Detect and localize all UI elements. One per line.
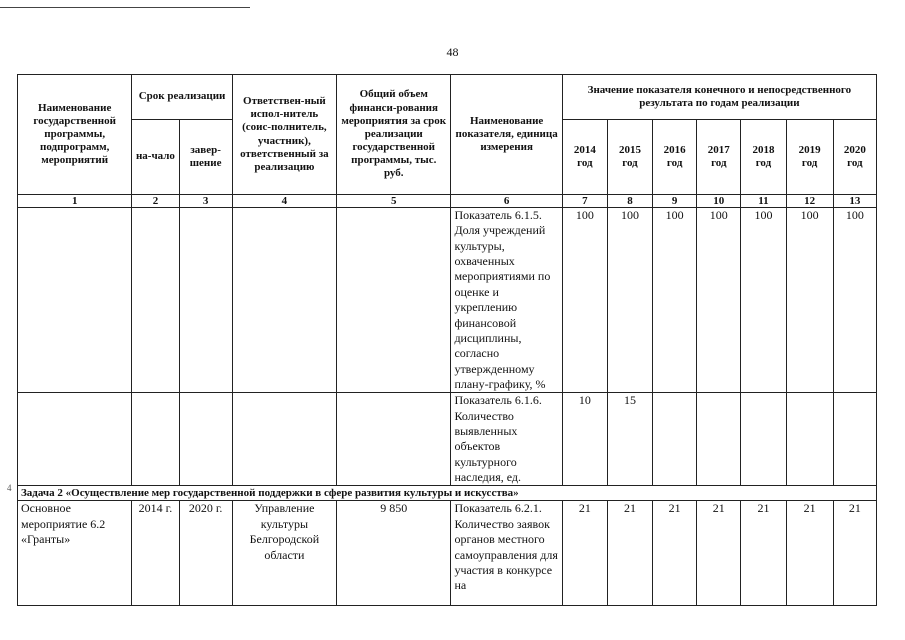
cell-value: 100 [833,208,876,393]
header-responsible: Ответствен-ный испол-нитель (соис-полнитель, участник), ответственный за реализацию [232,75,336,195]
task-heading: Задача 2 «Осуществление мер государственной поддержки в сфере развития культуры и искусства» [18,486,877,501]
cell-start [132,208,179,393]
cell-funding: 9 850 [337,501,451,606]
cell-value: 21 [562,501,607,606]
column-number: 7 [562,195,607,208]
cell-funding [337,393,451,486]
cell-value: 100 [741,208,786,393]
cell-value: 21 [741,501,786,606]
cell-value: 100 [607,208,652,393]
margin-mark: 4 [7,483,12,493]
top-rule [0,7,250,8]
cell-value: 21 [786,501,833,606]
header-period: Срок реализации [132,75,232,120]
header-period-start: на-чало [132,120,179,195]
cell-indicator: Показатель 6.1.6. Количество выявленных объектов культурного наследия, ед. [451,393,562,486]
header-values-group: Значение показателя конечного и непосредственного результата по годам реализации [562,75,876,120]
header-program: Наименование государственной программы, подпрограмм, мероприятий [18,75,132,195]
header-funding: Общий объем финанси-рования мероприятия за срок реализации государственной программы, тыс. руб. [337,75,451,195]
cell-value: 21 [833,501,876,606]
column-number: 13 [833,195,876,208]
cell-start: 2014 г. [132,501,179,606]
header-year: 2019 год [786,120,833,195]
column-number: 5 [337,195,451,208]
header-year: 2015 год [607,120,652,195]
cell-indicator: Показатель 6.1.5. Доля учреждений культуры, охваченных мероприятиями по оценке и укреплению финансовой дисциплины, согласно утвержденному плану-графику, % [451,208,562,393]
cell-value [697,393,741,486]
column-number: 3 [179,195,232,208]
page-number: 48 [446,45,459,59]
header-year: 2014 год [562,120,607,195]
cell-value [786,393,833,486]
cell-value [833,393,876,486]
cell-value: 21 [607,501,652,606]
program-table [17,74,877,606]
header-year: 2018 год [741,120,786,195]
column-number: 12 [786,195,833,208]
cell-program: Основное мероприятие 6.2 «Гранты» [18,501,132,606]
cell-value [653,393,697,486]
cell-responsible [232,208,336,393]
table-row [18,501,877,606]
cell-start [132,393,179,486]
column-number: 8 [607,195,652,208]
cell-value [741,393,786,486]
cell-value: 10 [562,393,607,486]
column-number: 9 [653,195,697,208]
header-period-end: завер-шение [179,120,232,195]
column-numbers-row [18,195,877,208]
table-row [18,393,877,486]
cell-end [179,393,232,486]
cell-value: 100 [653,208,697,393]
cell-value: 21 [697,501,741,606]
table-row [18,208,877,393]
column-number: 4 [232,195,336,208]
header-year: 2017 год [697,120,741,195]
cell-value: 100 [786,208,833,393]
cell-end: 2020 г. [179,501,232,606]
task-row [18,486,877,501]
header-indicator: Наименование показателя, единица измерения [451,75,562,195]
cell-responsible [232,393,336,486]
cell-program [18,393,132,486]
cell-value: 100 [562,208,607,393]
column-number: 11 [741,195,786,208]
header-year: 2020 год [833,120,876,195]
cell-value: 100 [697,208,741,393]
cell-end [179,208,232,393]
cell-value: 15 [607,393,652,486]
cell-indicator: Показатель 6.2.1. Количество заявок органов местного самоуправления для участия в конкурсе на [451,501,562,606]
column-number: 2 [132,195,179,208]
cell-program [18,208,132,393]
header-year: 2016 год [653,120,697,195]
column-number: 6 [451,195,562,208]
cell-funding [337,208,451,393]
cell-responsible: Управление культуры Белгородской области [232,501,336,606]
column-number: 10 [697,195,741,208]
column-number: 1 [18,195,132,208]
cell-value: 21 [653,501,697,606]
